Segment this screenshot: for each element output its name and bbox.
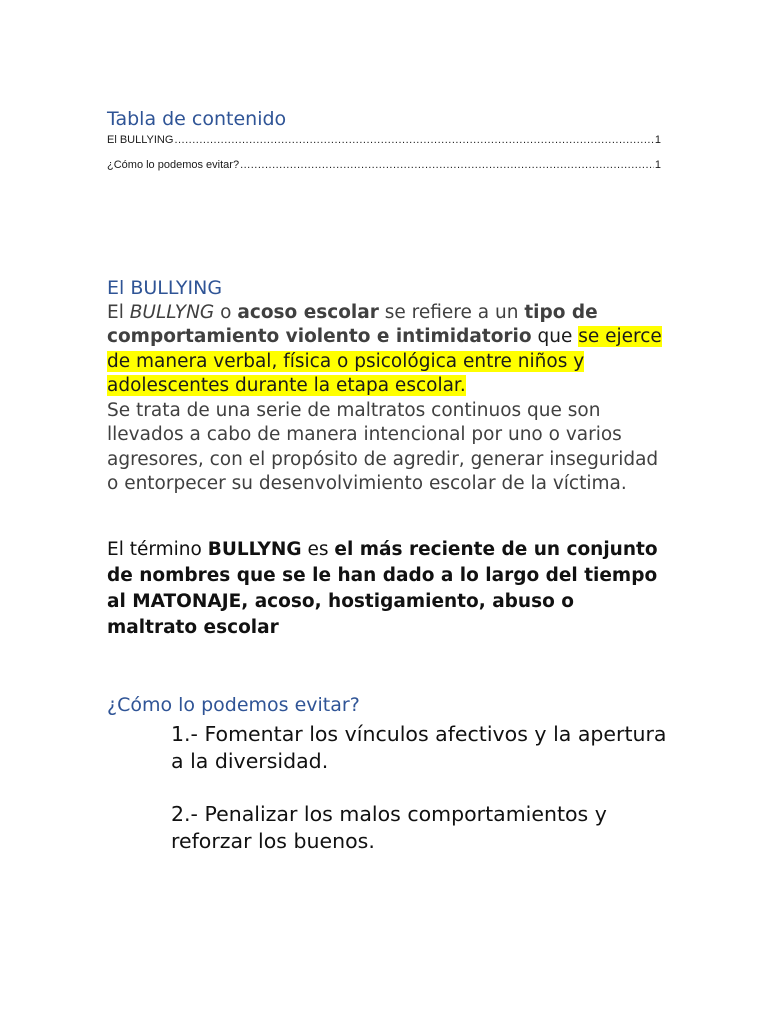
definition-paragraph xyxy=(107,301,667,398)
text-run-highlighted: se ejerce xyxy=(578,326,662,348)
toc-entry[interactable] xyxy=(107,134,661,150)
text-run: o xyxy=(214,302,238,323)
text-run: que xyxy=(531,326,579,348)
text-run: es xyxy=(301,539,335,560)
text-run-bold: tipo de comportamiento violento e intimidatorio xyxy=(107,302,598,348)
text-run-bold: el más reciente de un conjunto de nombres que se le han dado a lo largo del tiempo al MATONAJE, acoso, hostigamiento, abuso o maltrato escolar xyxy=(107,539,658,638)
toc-entry[interactable] xyxy=(107,159,661,175)
toc-entry-page[interactable]: 1 xyxy=(654,159,661,171)
text-run-italic: BULLYNG xyxy=(129,302,215,323)
toc-dot-leader xyxy=(240,159,654,171)
description-paragraph: Se trata de una serie de maltratos continuos que son llevados a cabo de manera intencional por uno o varios agresores, con el propósito de agredir, generar inseguridad o entorpecer su desenvolvimiento escolar de la víctima. xyxy=(107,400,659,494)
toc-entry-label[interactable]: El BULLYING xyxy=(107,134,174,146)
term-paragraph xyxy=(107,537,667,641)
toc-title: Tabla de contenido xyxy=(107,108,287,130)
text-run-highlighted: de manera verbal, física o psicológica entre niños y adolescentes durante la etapa escolar. xyxy=(107,350,585,396)
list-item: 1.- Fomentar los vínculos afectivos y la apertura a la diversidad. xyxy=(171,722,667,773)
text-run-bold: acoso escolar xyxy=(237,302,379,323)
section-heading-prevention: ¿Cómo lo podemos evitar? xyxy=(107,694,360,716)
text-run: se refiere a un xyxy=(378,302,525,323)
section-heading-bullying: El BULLYING xyxy=(107,277,223,299)
toc-entry-label[interactable]: ¿Cómo lo podemos evitar? xyxy=(107,159,240,171)
text-run: El xyxy=(107,302,130,323)
text-run-bold: BULLYNG xyxy=(207,539,302,560)
toc-dot-leader xyxy=(174,134,653,146)
text-run: El término xyxy=(107,539,208,560)
list-item: 2.- Penalizar los malos comportamientos y reforzar los buenos. xyxy=(171,802,607,853)
toc-entry-page[interactable]: 1 xyxy=(654,134,661,146)
